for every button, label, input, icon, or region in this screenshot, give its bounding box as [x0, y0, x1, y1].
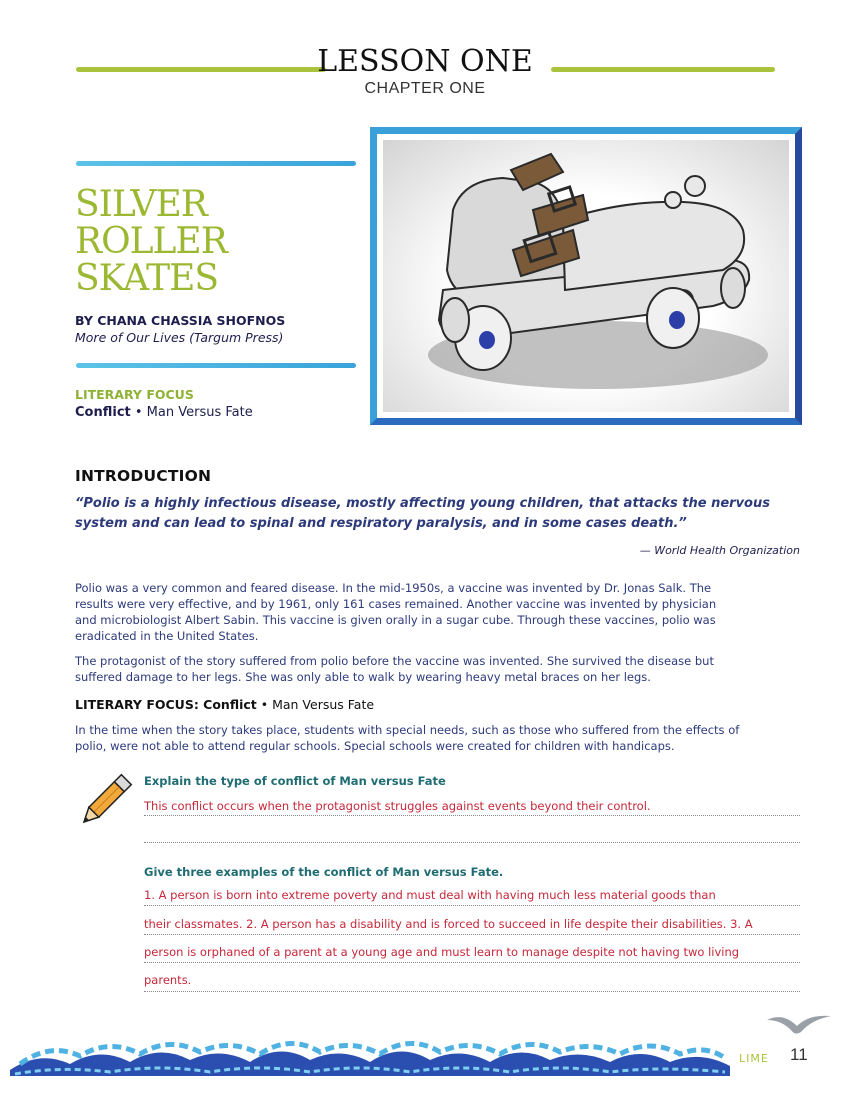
literary-focus-rest: • Man Versus Fate: [130, 405, 253, 420]
paragraph-line: eradicated in the United States.: [75, 629, 259, 643]
answer-line: [144, 905, 800, 906]
story-title-line: ROLLER: [75, 221, 227, 262]
answer-line: [144, 842, 800, 843]
focus-heading-rest: • Man Versus Fate: [256, 697, 375, 712]
roller-skate-illustration: [383, 140, 789, 412]
question-2-answer-line-2[interactable]: their classmates. 2. A person has a disability and is forced to succeed in life despite their disabilities. 3. A: [144, 917, 753, 931]
paragraph-line: In the time when the story takes place, students with special needs, such as those who suffered from the effects of: [75, 723, 740, 737]
paragraph-line: polio, were not able to attend regular schools. Special schools were created for children with handicaps.: [75, 739, 675, 753]
quote-line: “Polio is a highly infectious disease, mostly affecting young children, that attacks the nervous: [75, 496, 770, 511]
answer-line: [144, 962, 800, 963]
story-title-line: SKATES: [75, 258, 219, 299]
quote-line: system and can lead to spinal and respiratory paralysis, and in some cases death.”: [75, 516, 687, 531]
illustration-background: [383, 140, 789, 412]
answer-line: [144, 991, 800, 992]
footer-wave-decoration: [0, 1020, 735, 1080]
question-2-answer-line-3[interactable]: person is orphaned of a parent at a young age and must learn to manage despite not having two living: [144, 945, 740, 959]
question-1-label: Explain the type of conflict of Man versus Fate: [144, 774, 446, 788]
author: BY CHANA CHASSIA SHOFNOS: [75, 313, 286, 328]
intro-paragraph-1: [75, 580, 800, 644]
literary-focus-bold: Conflict: [75, 405, 131, 420]
focus-heading-bold: LITERARY FOCUS: Conflict: [75, 697, 257, 712]
introduction-heading: INTRODUCTION: [75, 467, 212, 485]
question-2-answer-line-4[interactable]: parents.: [144, 973, 192, 987]
source: More of Our Lives (Targum Press): [75, 330, 284, 345]
literary-focus-heading: [75, 697, 374, 712]
pencil-icon: [72, 772, 134, 834]
question-2-answer-line-1[interactable]: 1. A person is born into extreme poverty and must deal with having much less material goods than: [144, 888, 716, 902]
paragraph-line: results were very effective, and by 1961, only 161 cases remained. Another vaccine was invented by physician: [75, 597, 717, 611]
seagull-icon: [765, 1010, 833, 1040]
answer-line: [144, 934, 800, 935]
quote-source: — World Health Organization: [639, 544, 800, 557]
page-number: 11: [790, 1045, 808, 1064]
chapter-title: CHAPTER ONE: [364, 80, 486, 97]
literary-focus-label: LITERARY FOCUS: [75, 387, 194, 402]
paragraph-line: The protagonist of the story suffered from polio before the vaccine was invented. She survived the disease but: [75, 654, 714, 668]
illustration-frame: [370, 127, 802, 425]
question-1-answer[interactable]: This conflict occurs when the protagonist struggles against events beyond their control.: [144, 799, 651, 813]
title-rule-bottom: [76, 363, 356, 368]
lesson-title: LESSON ONE: [317, 44, 533, 79]
paragraph-line: and microbiologist Albert Sabin. This vaccine is given orally in a sugar cube. Through these vaccines, polio was: [75, 613, 716, 627]
question-2-label: Give three examples of the conflict of Man versus Fate.: [144, 865, 504, 879]
story-title: [75, 186, 355, 297]
intro-quote: [75, 494, 775, 534]
brand-label: LIME: [739, 1052, 769, 1065]
paragraph-line: Polio was a very common and feared disease. In the mid-1950s, a vaccine was invented by Dr. Jonas Salk. The: [75, 581, 712, 595]
literary-focus-value: [75, 405, 253, 420]
title-rule-top: [76, 161, 356, 166]
story-title-line: SILVER: [75, 184, 207, 225]
intro-paragraph-3: [75, 722, 800, 754]
paragraph-line: suffered damage to her legs. She was only able to walk by wearing heavy metal braces on her legs.: [75, 670, 651, 684]
intro-paragraph-2: [75, 653, 800, 685]
answer-line: [144, 815, 800, 816]
